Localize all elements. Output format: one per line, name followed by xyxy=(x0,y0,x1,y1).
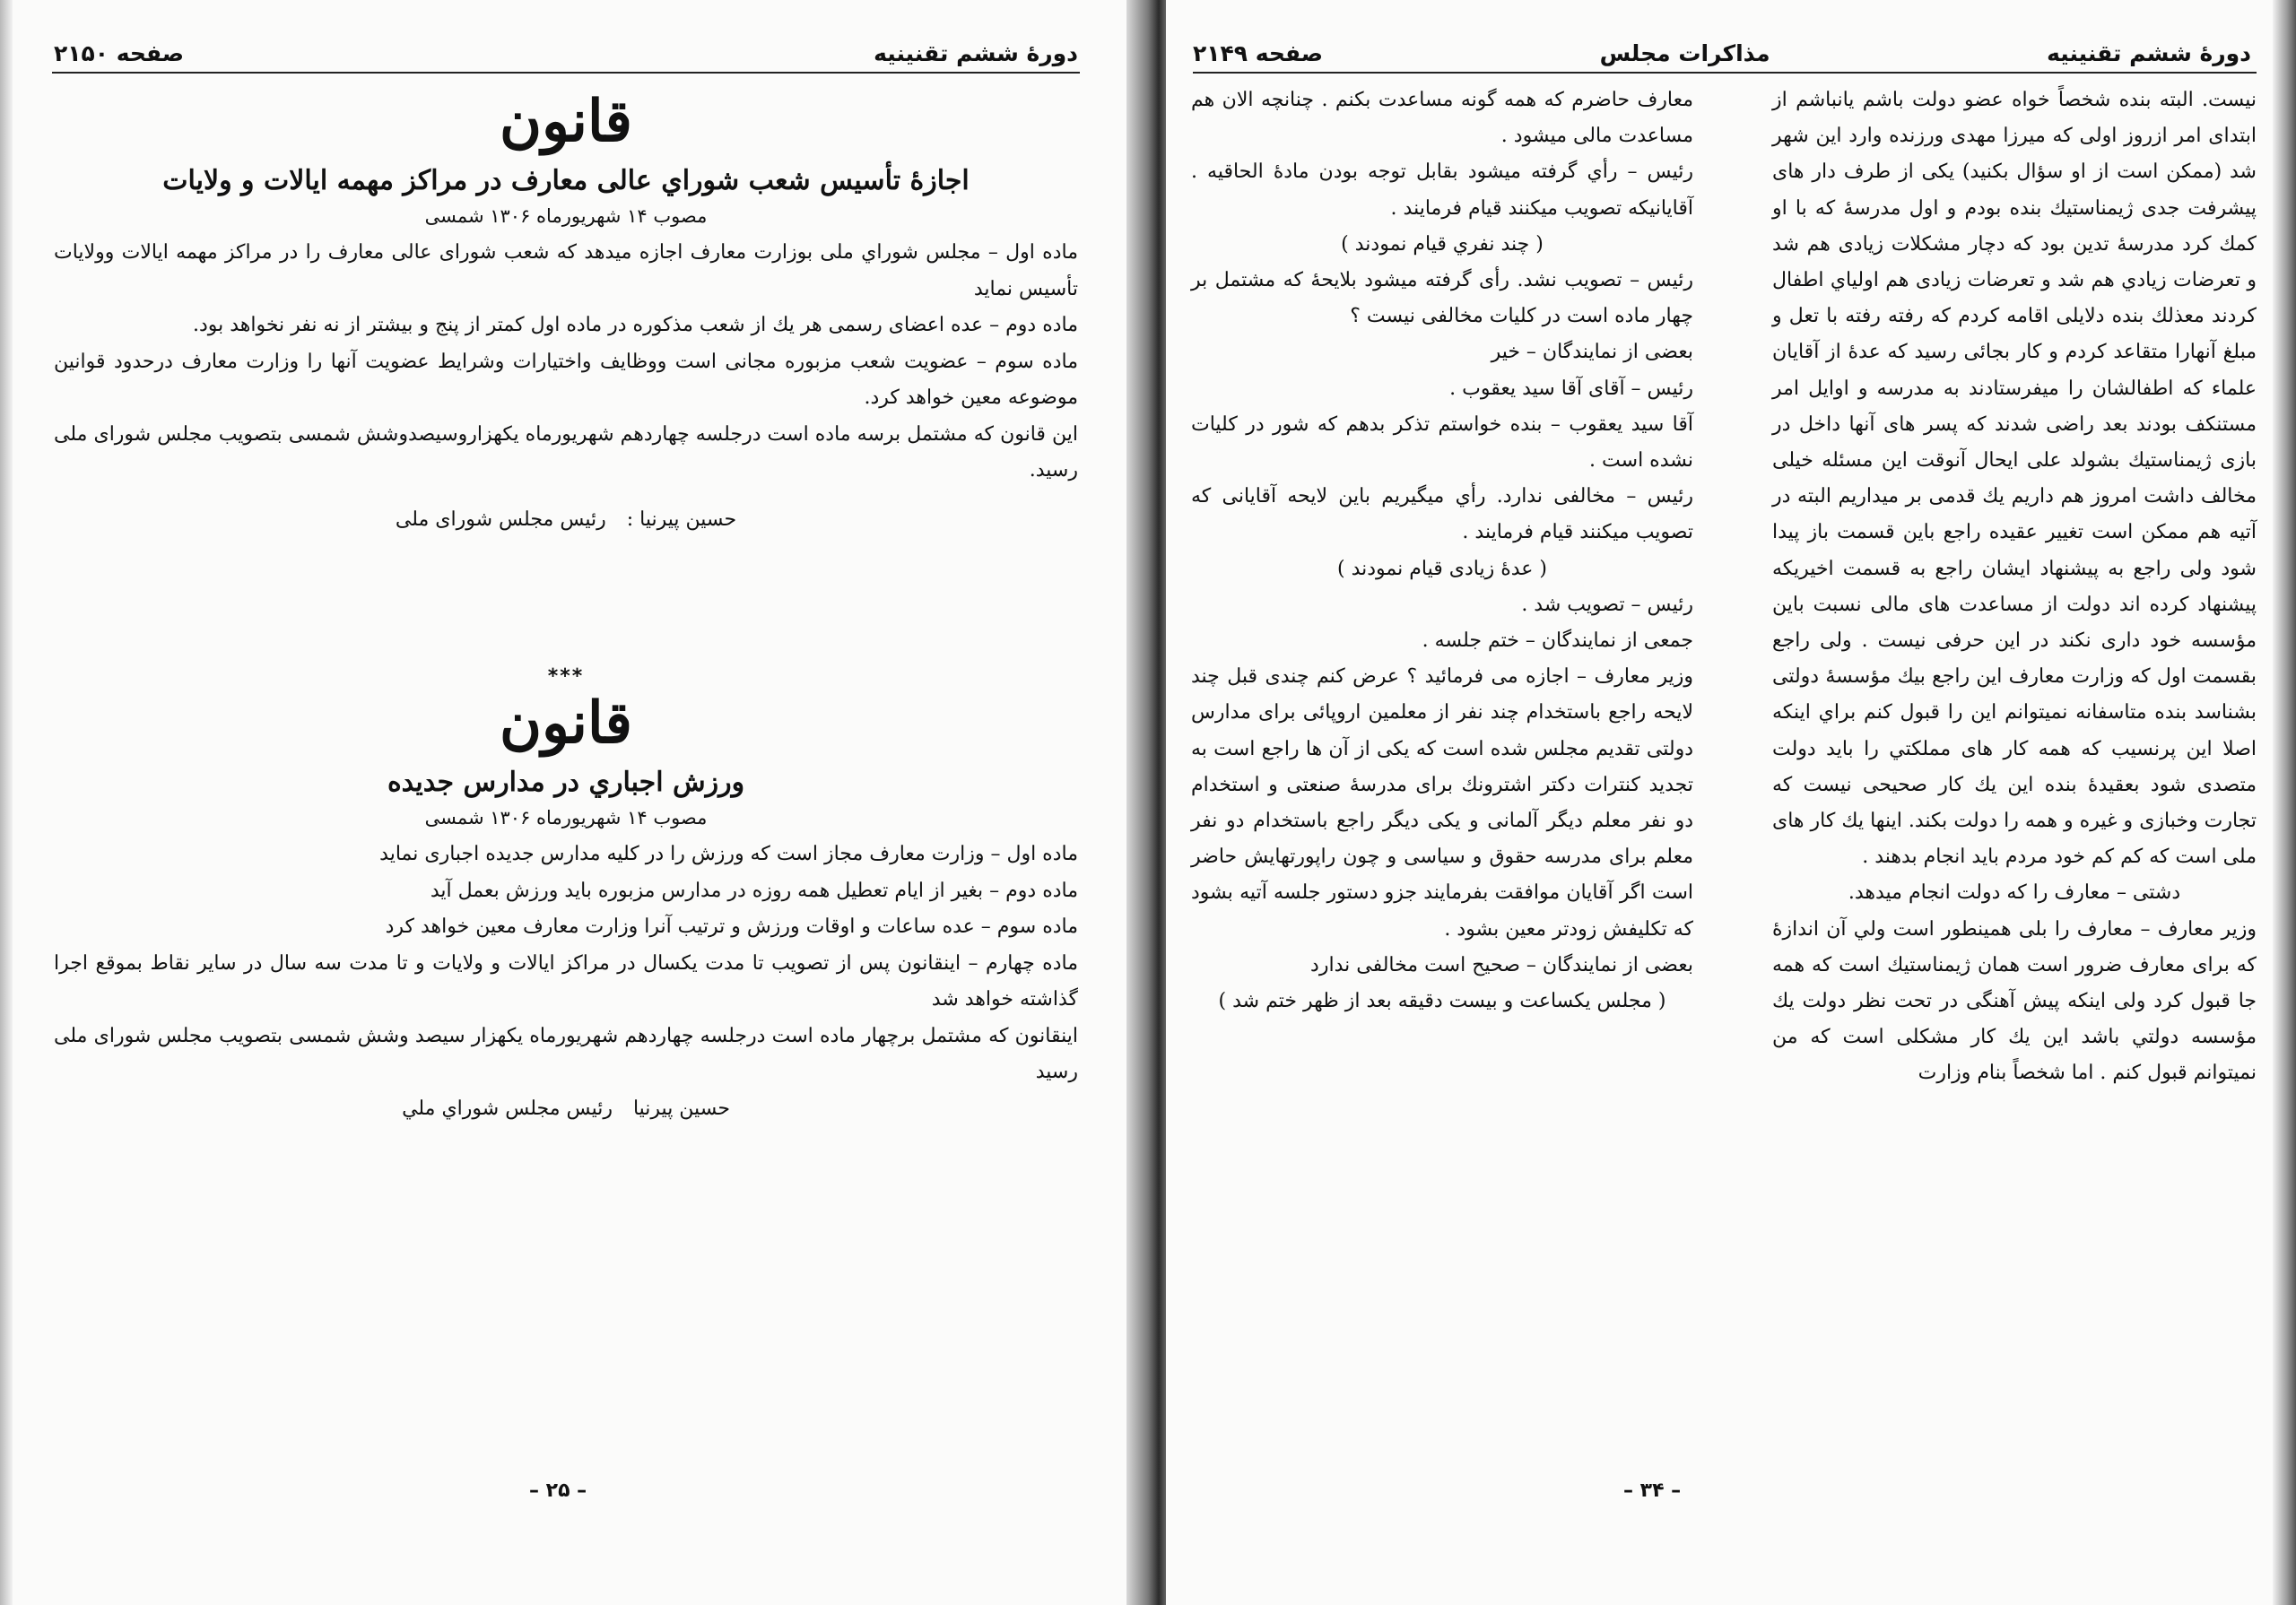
law2-subtitle: ورزش اجباري در مدارس جدیده xyxy=(387,767,745,798)
column-right-para-2: دشتی – معارف را که دولت انجام میدهد. xyxy=(1848,881,2181,905)
column-left-para-10: رئیس – تصویب شد . xyxy=(1521,593,1693,616)
law-block-1 xyxy=(54,86,1078,538)
law2-article-2: ماده دوم – بغیر از ایام تعطیل همه روزه در مدارس مزبوره باید ورزش بعمل آید xyxy=(430,879,1078,902)
law2-article-1: ماده اول – وزارت معارف مجاز است که ورزش را در کلیه مدارس جدیده اجباری نماید xyxy=(379,843,1078,865)
law2-article-3: ماده سوم – عده ساعات و اوقات ورزش و ترتیب آنرا وزارت معارف معین خواهد کرد xyxy=(385,915,1078,938)
column-left-para-4: رئیس – تصویب نشد. رأی گرفته میشود بلایحهٔ که مشتمل بر چهار ماده است در کلیات مخالفی نیست ؟ xyxy=(1191,269,1693,328)
right-page-number: – ۳۴ – xyxy=(1623,1479,1682,1502)
column-left-para-8: رئیس – مخالفی ندارد. رأي میگیریم باین لایحه آقایانی که تصویب میکنند قیام فرمایند . xyxy=(1191,485,1693,544)
law1-article-2: ماده دوم – عده اعضای رسمی هر یك از شعب مذکوره در ماده اول کمتر از پنج و بیشتر از نه نفر نخواهد بود. xyxy=(192,314,1078,336)
right-header-issue: دورهٔ ششم تقنینیه xyxy=(2047,40,2251,66)
right-page-column-left xyxy=(1191,82,1693,1019)
law2-article-4: ماده چهارم – اینقانون پس از تصویب تا مدت یکسال در مراکز ایالات و ولایات و تا مدت سه سال در سایر نقاط بموقع اجرا گذاشته خواهد شد xyxy=(54,951,1078,1011)
law1-title: قانون xyxy=(500,88,632,155)
right-page-header xyxy=(1193,27,2251,66)
law1-signature xyxy=(54,502,1078,538)
column-left-para-11: جمعی از نمایندگان – ختم جلسه . xyxy=(1422,629,1693,653)
column-left-para-13: بعضی از نمایندگان – صحیح است مخالفی ندارد xyxy=(1310,953,1693,976)
law2-signature xyxy=(54,1091,1078,1127)
law-block-2 xyxy=(54,647,1078,1127)
law2-signature-name: حسین پیرنیا xyxy=(632,1097,730,1120)
left-header-page-label: صفحه ۲۱۵۰ xyxy=(54,40,185,66)
column-left-para-12: وزیر معارف – اجازه می فرمائید ؟ عرض کنم چندی قبل چند لایحه راجع باستخدام چند نفر از معلمین اروپائی برای مدارس دولتی تقدیم مجلس شده است که یکی از آن ها راجع است به تجدید کنترات دکتر اشترونك برای مدرسهٔ صنعتی و استخدام دو نفر معلم دیگر آلمانی و یکی دیگر راجع باستخدام دو نفر معلم برای مدرسه حقوق و سیاسی و چون راپورتهایش حاضر است اگر آقایان موافقت بفرمایند جزو دستور جلسه آتیه بشود که تکلیفش زودتر معین بشود . xyxy=(1191,665,1693,941)
left-page-edge-shadow xyxy=(0,0,13,1605)
column-left-para-7: آقا سید یعقوب – بنده خواستم تذکر بدهم که شور در کلیات نشده است . xyxy=(1191,412,1693,473)
column-left-para-3: ( چند نفري قیام نمودند ) xyxy=(1341,232,1544,256)
section-separator: *** xyxy=(547,665,585,688)
right-header-title: مذاکرات مجلس xyxy=(1599,40,1770,66)
law2-enactment-note: اینقانون که مشتمل برچهار ماده است درجلسه چهاردهم شهریورماه یکهزار سیصد وشش شمسی بتصویب مجلس شورای ملی رسید xyxy=(54,1024,1078,1083)
law2-signature-title: رئیس مجلس شوراي ملي xyxy=(402,1097,613,1120)
left-page-number: – ۲۵ – xyxy=(529,1479,587,1502)
column-right-para-1: نیست. البته بنده شخصاً خواه عضو دولت باشم یانباشم از ابتدای امر ازروز اولی که میرزا مهدی ورزنده وارد این شهر شد (ممکن است از او سؤال بکنید) یکی از طرف دار های پیشرفت جدی ژیمناستیك بنده بودم و اول مدرسهٔ که با او کمك کرد مدرسهٔ تدین بود که دچار مشکلات زیادی هم شد و تعرضات زیادي هم شد و تعرضات زیادی هم اولیاي اطفال کردند معذلك بنده دلایلی اقامه کردم که رفته رفته با تعل و مبلغ آنهارا متقاعد کردم و کار بجائی رسید که عدهٔ از آقایان علماء که اطفالشان را میفرستادند به مدرسه و اوایل امر مستنکف بودند بعد راضی شدند که پسر های آنها داخل در بازی ژیمناستیك بشولد علی ایحال آنوقت این مسئله خیلی مخالف داشت امروز هم داریم یك قدمی بر میداریم البته در آتیه هم ممکن است تغییر عقیده راجع باین قسمت باز پیدا شود ولی راجع به پیشنهاد ایشان راجع به قسمت اخیریکه پیشنهاد کرده اند دولت از مساعدت های مالی نسبت باین مؤسسه خود داری نکند در این حرفی نیست . ولی راجع بقسمت اول که وزارت معارف این راجع بیك مؤسسهٔ دولتی بشناسد بنده متاسفانه نمیتوانم این را قبول کنم براي اینکه اصلا این پرنسیب که همه کار های مملکتي را باید دولت متصدی شود بعقیدهٔ بنده این یك کار صحیحی نیست که تجارت وخبازی و غیره و همه را دولت بکند. اینها یك کار های ملی است که کم کم خود مردم باید انجام بدهند . xyxy=(1772,89,2257,869)
column-left-para-2: رئیس – رأي گرفته میشود بقابل توجه بودن مادهٔ الحاقیه . آقایانیکه تصویب میکنند قیام فرمایند . xyxy=(1191,160,1693,220)
column-left-para-1: معارف حاضرم که همه گونه مساعدت بکنم . چنانچه الان هم مساعدت مالی میشود . xyxy=(1191,89,1693,148)
right-page-column-right xyxy=(1772,82,2257,1092)
left-header-issue: دورهٔ ششم تقنینیه xyxy=(874,40,1078,66)
column-left-para-5: بعضی از نمایندگان – خیر xyxy=(1491,341,1693,364)
law1-signature-name: حسین پیرنیا : xyxy=(626,508,737,531)
column-right-para-3: وزیر معارف – معارف را بلی همینطور است ولي آن اندازهٔ که برای معارف ضرور است همان ژیمناستیك است که همه جا قبول کرد ولی اینکه پیش آهنگی در تحت نظر دولت یك مؤسسه دولتي باشد این یك کار مشکلی است که من نمیتوانم قبول کنم . اما شخصاً بنام وزارت xyxy=(1772,917,2257,1085)
left-page xyxy=(0,0,1141,1605)
right-page-edge-shadow xyxy=(2273,0,2296,1605)
law1-signature-title: رئیس مجلس شورای ملی xyxy=(395,508,606,531)
right-header-rule xyxy=(1193,72,2257,74)
left-header-rule xyxy=(52,72,1080,74)
column-left-para-6: رئیس – آقای آقا سید یعقوب . xyxy=(1449,377,1693,400)
law1-approval-date: مصوب ۱۴ شهریورماه ۱۳۰۶ شمسی xyxy=(424,205,708,227)
law2-title: قانون xyxy=(500,690,632,757)
law1-article-1: ماده اول – مجلس شوراي ملی بوزارت معارف اجازه میدهد که شعب شورای عالی معارف را در مراکز مهمه ایالات وولایات تأسیس نماید xyxy=(54,241,1078,300)
law1-enactment-note: این قانون که مشتمل برسه ماده است درجلسه چهاردهم شهریورماه یکهزاروسیصدوشش شمسی بتصویب مجلس شورای ملی رسید. xyxy=(54,422,1078,482)
law2-approval-date: مصوب ۱۴ شهریورماه ۱۳۰۶ شمسی xyxy=(424,807,708,829)
right-header-page-label: صفحه ۲۱۴۹ xyxy=(1193,40,1324,66)
column-left-para-14: ( مجلس یکساعت و بیست دقیقه بعد از ظهر ختم شد ) xyxy=(1218,990,1666,1013)
right-page xyxy=(1166,0,2296,1605)
law1-articles xyxy=(54,235,1078,490)
column-left-para-9: ( عدهٔ زیادی قیام نمودند ) xyxy=(1337,557,1547,580)
law2-articles xyxy=(54,837,1078,1091)
left-page-header xyxy=(54,27,1078,66)
law1-article-3: ماده سوم – عضویت شعب مزبوره مجانی است ووظایف واختیارات وشرایط عضویت آنها را وزارت معارف درحدود قوانین موضوعه معین خواهد کرد. xyxy=(54,350,1078,409)
law1-subtitle: اجازهٔ تأسیس شعب شوراي عالی معارف در مراکز مهمه ایالات و ولایات xyxy=(162,165,970,196)
